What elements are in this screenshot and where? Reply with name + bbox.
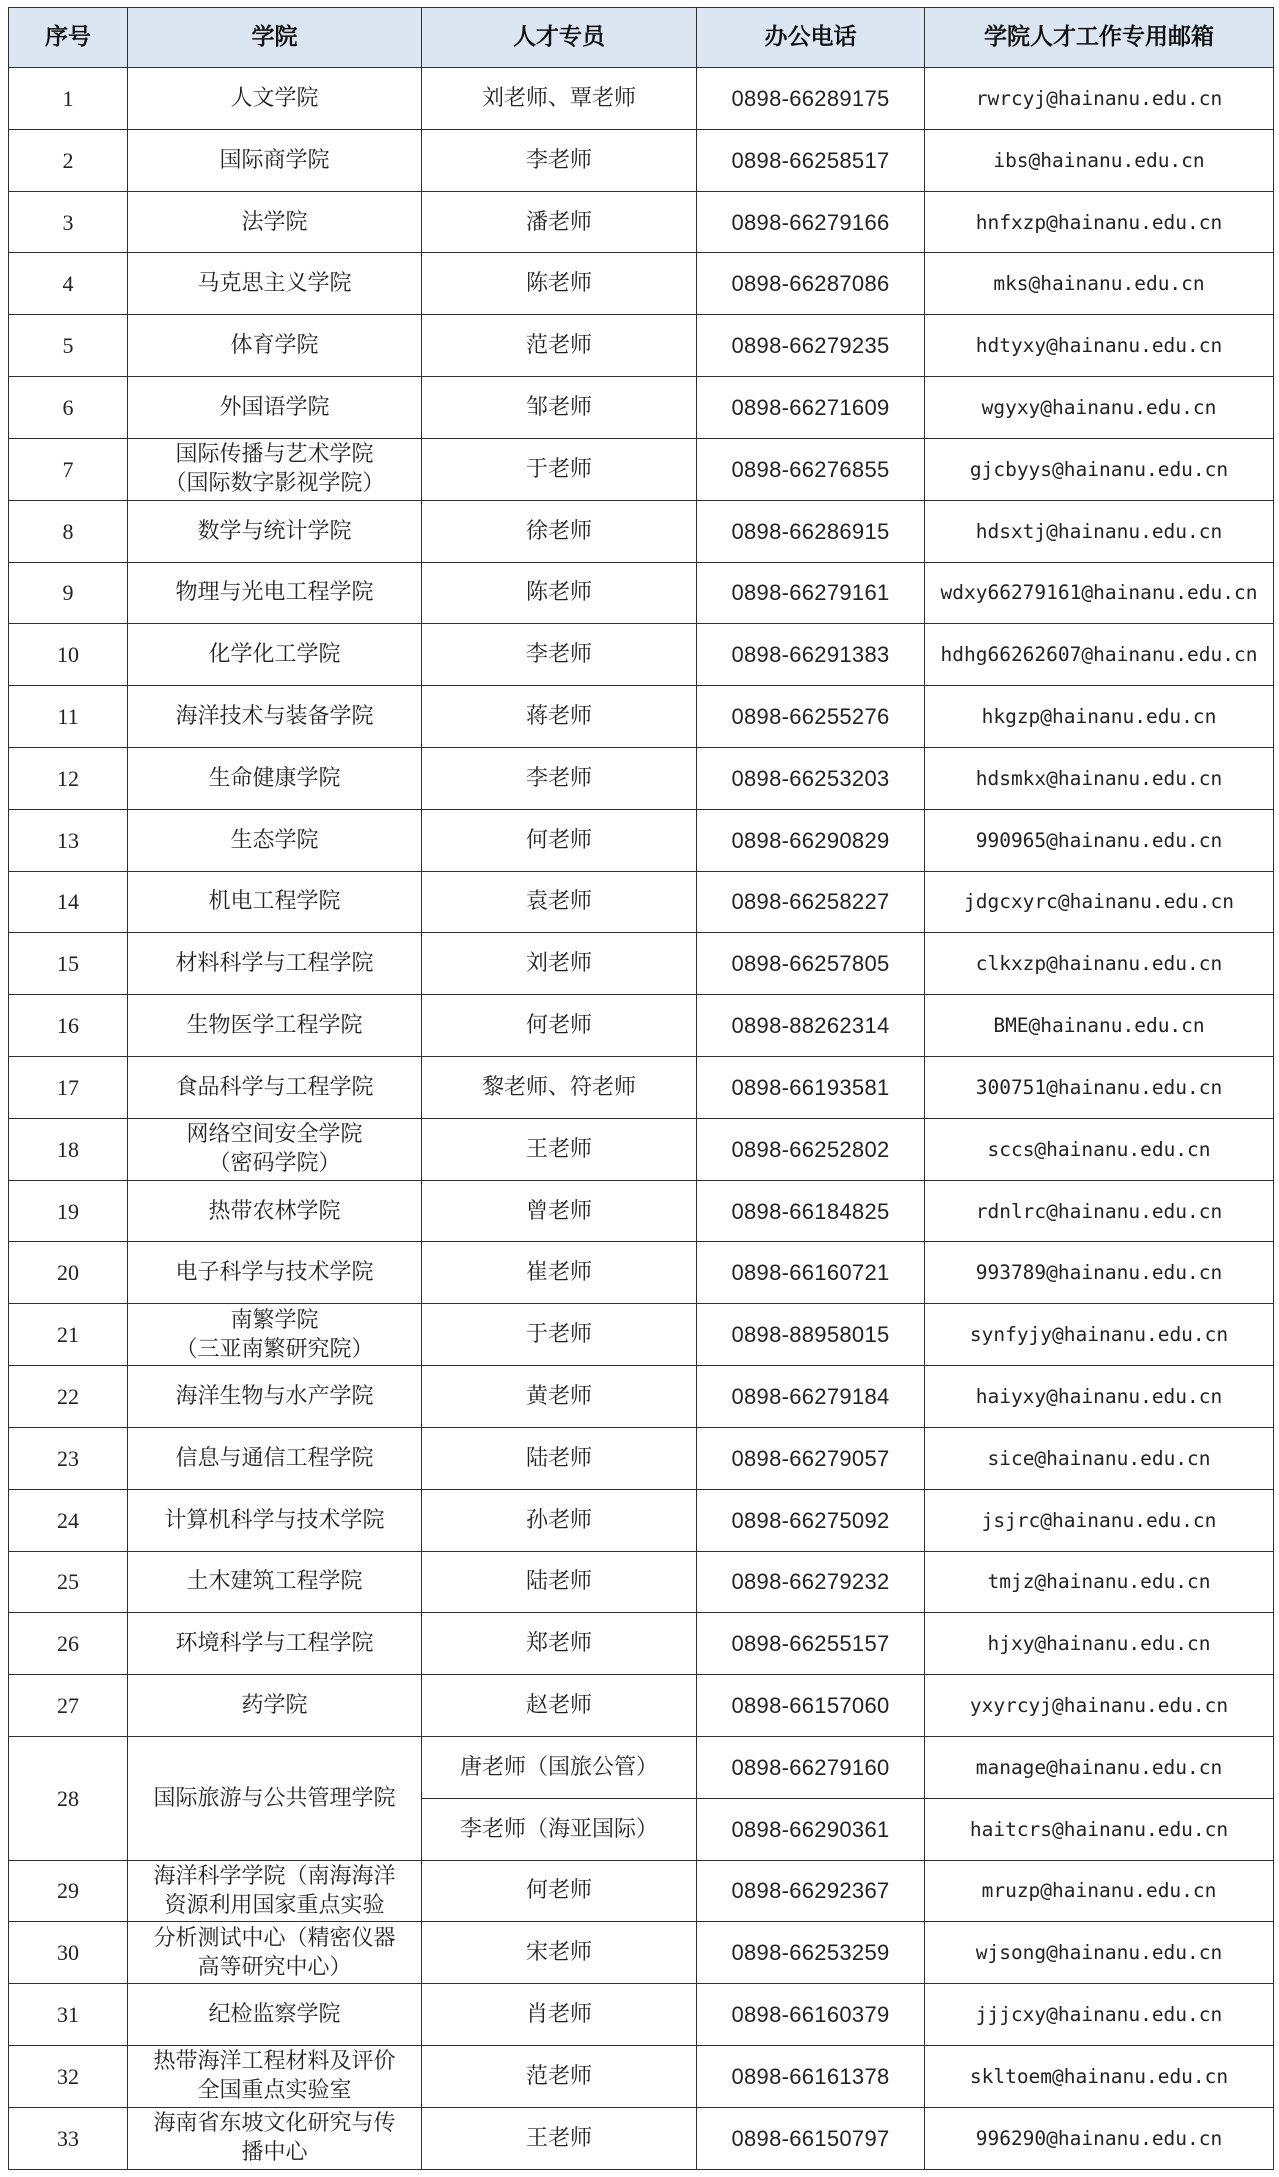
- college-name: [128, 500, 422, 562]
- office-phone: 0898-66150797: [697, 2107, 925, 2169]
- header-seq: 序号: [9, 8, 128, 68]
- talent-email: haiyxy@hainanu.edu.cn: [925, 1366, 1274, 1428]
- college-name-line: 数学与统计学院: [197, 518, 352, 544]
- table-row: [9, 562, 1274, 624]
- college-name: [128, 2046, 422, 2108]
- office-phone: 0898-66287086: [697, 253, 925, 315]
- office-phone: 0898-66160379: [697, 1984, 925, 2046]
- talent-staff: 范老师: [422, 315, 697, 377]
- table-row: [9, 253, 1274, 315]
- talent-staff: 陈老师: [422, 562, 697, 624]
- college-name-line: 食品科学与工程学院: [175, 1074, 374, 1100]
- college-name: [128, 1613, 422, 1675]
- table-row: [9, 1860, 1274, 1922]
- college-name-line: 物理与光电工程学院: [175, 580, 374, 606]
- row-number: 19: [9, 1180, 128, 1242]
- college-name: [128, 1242, 422, 1304]
- talent-staff: 郑老师: [422, 1613, 697, 1675]
- table-row: [9, 1118, 1274, 1180]
- college-name-line: 资源利用国家重点实验: [164, 1892, 385, 1918]
- row-number: 25: [9, 1551, 128, 1613]
- college-name: [128, 253, 422, 315]
- talent-email: jjjcxy@hainanu.edu.cn: [925, 1984, 1274, 2046]
- talent-email: hkgzp@hainanu.edu.cn: [925, 686, 1274, 748]
- college-name-line: 马克思主义学院: [197, 271, 352, 297]
- row-number: 6: [9, 377, 128, 439]
- office-phone: 0898-88262314: [697, 995, 925, 1057]
- college-name: [128, 191, 422, 253]
- talent-staff: 崔老师: [422, 1242, 697, 1304]
- table-row: [9, 1613, 1274, 1675]
- header-phone: 办公电话: [697, 8, 925, 68]
- row-number: 22: [9, 1366, 128, 1428]
- talent-staff: 何老师: [422, 1860, 697, 1922]
- row-number: 33: [9, 2107, 128, 2169]
- row-number: 13: [9, 809, 128, 871]
- college-name: [128, 1551, 422, 1613]
- table-row: [9, 1057, 1274, 1119]
- table-header: [9, 8, 1274, 68]
- row-number: 7: [9, 438, 128, 500]
- office-phone: 0898-66253259: [697, 1922, 925, 1984]
- row-number: 12: [9, 747, 128, 809]
- college-name: [128, 1057, 422, 1119]
- talent-email: tmjz@hainanu.edu.cn: [925, 1551, 1274, 1613]
- table-row: [9, 1551, 1274, 1613]
- talent-email: yxyrcyj@hainanu.edu.cn: [925, 1675, 1274, 1737]
- talent-email: 996290@hainanu.edu.cn: [925, 2107, 1274, 2169]
- table-row: [9, 315, 1274, 377]
- college-name-line: 化学化工学院: [208, 642, 341, 668]
- table-row: [9, 809, 1274, 871]
- talent-staff: 徐老师: [422, 500, 697, 562]
- table-row: [9, 2046, 1274, 2108]
- talent-email: BME@hainanu.edu.cn: [925, 995, 1274, 1057]
- row-number: 30: [9, 1922, 128, 1984]
- table-row: [9, 129, 1274, 191]
- college-name: [128, 1736, 422, 1860]
- row-number: 1: [9, 68, 128, 130]
- table-row: [9, 500, 1274, 562]
- row-number: 32: [9, 2046, 128, 2108]
- row-number: 3: [9, 191, 128, 253]
- college-name-line: 信息与通信工程学院: [175, 1445, 374, 1471]
- row-number: 23: [9, 1427, 128, 1489]
- talent-email: ibs@hainanu.edu.cn: [925, 129, 1274, 191]
- college-name-line: 外国语学院: [219, 394, 330, 420]
- office-phone: 0898-66253203: [697, 747, 925, 809]
- talent-email: gjcbyys@hainanu.edu.cn: [925, 438, 1274, 500]
- college-name-line: 生物医学工程学院: [186, 1013, 363, 1039]
- talent-staff: 袁老师: [422, 871, 697, 933]
- office-phone: 0898-66275092: [697, 1489, 925, 1551]
- office-phone: 0898-66160721: [697, 1242, 925, 1304]
- talent-staff: 刘老师、覃老师: [422, 68, 697, 130]
- talent-staff: 陆老师: [422, 1427, 697, 1489]
- college-name-line: 体育学院: [230, 333, 319, 359]
- row-number: 4: [9, 253, 128, 315]
- row-number: 29: [9, 1860, 128, 1922]
- college-name: [128, 1984, 422, 2046]
- row-number: 15: [9, 933, 128, 995]
- talent-staff: 于老师: [422, 1304, 697, 1366]
- college-name: [128, 1489, 422, 1551]
- table-row: [9, 191, 1274, 253]
- college-name-line: 法学院: [241, 209, 308, 235]
- row-number: 16: [9, 995, 128, 1057]
- office-phone: 0898-66289175: [697, 68, 925, 130]
- row-number: 8: [9, 500, 128, 562]
- talent-staff: 李老师: [422, 129, 697, 191]
- talent-email: wjsong@hainanu.edu.cn: [925, 1922, 1274, 1984]
- talent-contact-table: [8, 7, 1274, 2170]
- college-name-line: 海洋技术与装备学院: [175, 704, 374, 730]
- row-number: 10: [9, 624, 128, 686]
- office-phone: 0898-66184825: [697, 1180, 925, 1242]
- table-row: [9, 1304, 1274, 1366]
- row-number: 2: [9, 129, 128, 191]
- talent-staff: 何老师: [422, 809, 697, 871]
- talent-email: hdsxtj@hainanu.edu.cn: [925, 500, 1274, 562]
- college-name: [128, 995, 422, 1057]
- row-number: 18: [9, 1118, 128, 1180]
- table-row: [9, 2107, 1274, 2169]
- talent-email: hjxy@hainanu.edu.cn: [925, 1613, 1274, 1675]
- talent-staff: 李老师（海亚国际）: [422, 1798, 697, 1860]
- talent-staff: 曾老师: [422, 1180, 697, 1242]
- talent-email: 990965@hainanu.edu.cn: [925, 809, 1274, 871]
- college-name-line: 海南省东坡文化研究与传: [153, 2111, 396, 2137]
- talent-email: hnfxzp@hainanu.edu.cn: [925, 191, 1274, 253]
- talent-staff: 范老师: [422, 2046, 697, 2108]
- talent-email: 300751@hainanu.edu.cn: [925, 1057, 1274, 1119]
- talent-staff: 邹老师: [422, 377, 697, 439]
- office-phone: 0898-66161378: [697, 2046, 925, 2108]
- table-row: [9, 686, 1274, 748]
- college-name-line: 国际旅游与公共管理学院: [153, 1785, 396, 1811]
- talent-staff: 陈老师: [422, 253, 697, 315]
- table-row: [9, 1366, 1274, 1428]
- college-name-line: 全国重点实验室: [197, 2078, 352, 2104]
- office-phone: 0898-66279161: [697, 562, 925, 624]
- college-name-line: 播中心: [241, 2140, 308, 2166]
- office-phone: 0898-66290829: [697, 809, 925, 871]
- office-phone: 0898-66258517: [697, 129, 925, 191]
- college-name: [128, 747, 422, 809]
- talent-email: clkxzp@hainanu.edu.cn: [925, 933, 1274, 995]
- office-phone: 0898-66257805: [697, 933, 925, 995]
- talent-staff: 肖老师: [422, 1984, 697, 2046]
- header-email: 学院人才工作专用邮箱: [925, 8, 1274, 68]
- college-name-line: 海洋科学学院（南海海洋: [153, 1863, 396, 1889]
- office-phone: 0898-66279166: [697, 191, 925, 253]
- college-name-line: 国际传播与艺术学院: [175, 442, 374, 468]
- table-row: [9, 933, 1274, 995]
- college-name: [128, 562, 422, 624]
- table-row: [9, 1489, 1274, 1551]
- row-number: 31: [9, 1984, 128, 2046]
- header-college: 学院: [128, 8, 422, 68]
- college-name-line: （密码学院）: [208, 1151, 341, 1177]
- talent-email: jdgcxyrc@hainanu.edu.cn: [925, 871, 1274, 933]
- college-name-line: 电子科学与技术学院: [175, 1260, 374, 1286]
- talent-staff: 宋老师: [422, 1922, 697, 1984]
- office-phone: 0898-66276855: [697, 438, 925, 500]
- college-name-line: 生命健康学院: [208, 765, 341, 791]
- talent-email: manage@hainanu.edu.cn: [925, 1736, 1274, 1798]
- table-body: [9, 68, 1274, 2170]
- college-name-line: 纪检监察学院: [208, 2002, 341, 2028]
- talent-email: synfyjy@hainanu.edu.cn: [925, 1304, 1274, 1366]
- table-row: [9, 747, 1274, 809]
- college-name: [128, 1427, 422, 1489]
- talent-staff: 潘老师: [422, 191, 697, 253]
- table-row: [9, 1736, 1274, 1798]
- talent-staff: 刘老师: [422, 933, 697, 995]
- college-name-line: 环境科学与工程学院: [175, 1631, 374, 1657]
- table-row: [9, 377, 1274, 439]
- college-name-line: （国际数字影视学院）: [164, 471, 385, 497]
- talent-staff: 王老师: [422, 2107, 697, 2169]
- college-name-line: 机电工程学院: [208, 889, 341, 915]
- talent-email: rdnlrc@hainanu.edu.cn: [925, 1180, 1274, 1242]
- office-phone: 0898-88958015: [697, 1304, 925, 1366]
- talent-email: wgyxy@hainanu.edu.cn: [925, 377, 1274, 439]
- office-phone: 0898-66279235: [697, 315, 925, 377]
- talent-email: sccs@hainanu.edu.cn: [925, 1118, 1274, 1180]
- talent-email: haitcrs@hainanu.edu.cn: [925, 1798, 1274, 1860]
- talent-staff: 孙老师: [422, 1489, 697, 1551]
- table-row: [9, 1242, 1274, 1304]
- table-row: [9, 1180, 1274, 1242]
- row-number: 5: [9, 315, 128, 377]
- row-number: 11: [9, 686, 128, 748]
- row-number: 27: [9, 1675, 128, 1737]
- college-name-line: 分析测试中心（精密仪器: [153, 1925, 396, 1951]
- college-name-line: 药学院: [241, 1693, 308, 1719]
- talent-staff: 王老师: [422, 1118, 697, 1180]
- row-number: 14: [9, 871, 128, 933]
- college-name-line: 材料科学与工程学院: [175, 951, 374, 977]
- college-name: [128, 624, 422, 686]
- college-name: [128, 1860, 422, 1922]
- row-number: 28: [9, 1736, 128, 1860]
- talent-staff: 李老师: [422, 624, 697, 686]
- college-name: [128, 377, 422, 439]
- row-number: 26: [9, 1613, 128, 1675]
- talent-staff: 黄老师: [422, 1366, 697, 1428]
- talent-staff: 李老师: [422, 747, 697, 809]
- row-number: 20: [9, 1242, 128, 1304]
- talent-email: wdxy66279161@hainanu.edu.cn: [925, 562, 1274, 624]
- talent-email: skltoem@hainanu.edu.cn: [925, 2046, 1274, 2108]
- college-name: [128, 438, 422, 500]
- college-name-line: 热带海洋工程材料及评价: [153, 2049, 396, 2075]
- office-phone: 0898-66292367: [697, 1860, 925, 1922]
- table-row: [9, 871, 1274, 933]
- college-name: [128, 1675, 422, 1737]
- college-name: [128, 315, 422, 377]
- office-phone: 0898-66279232: [697, 1551, 925, 1613]
- college-name: [128, 1118, 422, 1180]
- talent-staff: 陆老师: [422, 1551, 697, 1613]
- college-name: [128, 809, 422, 871]
- talent-staff: 赵老师: [422, 1675, 697, 1737]
- talent-email: 993789@hainanu.edu.cn: [925, 1242, 1274, 1304]
- college-name-line: 热带农林学院: [208, 1198, 341, 1224]
- header-row: [9, 8, 1274, 68]
- college-name: [128, 68, 422, 130]
- college-name: [128, 1366, 422, 1428]
- talent-email: mruzp@hainanu.edu.cn: [925, 1860, 1274, 1922]
- table-row: [9, 68, 1274, 130]
- office-phone: 0898-66193581: [697, 1057, 925, 1119]
- table-row: [9, 1922, 1274, 1984]
- office-phone: 0898-66252802: [697, 1118, 925, 1180]
- office-phone: 0898-66258227: [697, 871, 925, 933]
- college-name-line: 人文学院: [230, 85, 319, 111]
- office-phone: 0898-66279160: [697, 1736, 925, 1798]
- table-row: [9, 995, 1274, 1057]
- row-number: 17: [9, 1057, 128, 1119]
- row-number: 21: [9, 1304, 128, 1366]
- table-row: [9, 1675, 1274, 1737]
- college-name: [128, 1304, 422, 1366]
- office-phone: 0898-66255157: [697, 1613, 925, 1675]
- talent-email: hdsmkx@hainanu.edu.cn: [925, 747, 1274, 809]
- college-name: [128, 871, 422, 933]
- college-name: [128, 129, 422, 191]
- college-name-line: 国际商学院: [219, 147, 330, 173]
- college-name-line: 计算机科学与技术学院: [164, 1507, 385, 1533]
- talent-staff: 蒋老师: [422, 686, 697, 748]
- talent-email: rwrcyj@hainanu.edu.cn: [925, 68, 1274, 130]
- table-row: [9, 1984, 1274, 2046]
- table-row: [9, 624, 1274, 686]
- talent-staff: 黎老师、符老师: [422, 1057, 697, 1119]
- row-number: 9: [9, 562, 128, 624]
- office-phone: 0898-66279184: [697, 1366, 925, 1428]
- office-phone: 0898-66255276: [697, 686, 925, 748]
- college-name-line: 土木建筑工程学院: [186, 1569, 363, 1595]
- college-name: [128, 933, 422, 995]
- college-name: [128, 686, 422, 748]
- talent-staff: 唐老师（国旅公管）: [422, 1736, 697, 1798]
- header-staff: 人才专员: [422, 8, 697, 68]
- office-phone: 0898-66291383: [697, 624, 925, 686]
- talent-email: sice@hainanu.edu.cn: [925, 1427, 1274, 1489]
- table-row: [9, 1427, 1274, 1489]
- row-number: 24: [9, 1489, 128, 1551]
- talent-email: hdtyxy@hainanu.edu.cn: [925, 315, 1274, 377]
- talent-email: jsjrc@hainanu.edu.cn: [925, 1489, 1274, 1551]
- table-row: [9, 438, 1274, 500]
- talent-staff: 于老师: [422, 438, 697, 500]
- college-name-line: （三亚南繁研究院）: [175, 1336, 374, 1362]
- office-phone: 0898-66286915: [697, 500, 925, 562]
- office-phone: 0898-66290361: [697, 1798, 925, 1860]
- college-name: [128, 2107, 422, 2169]
- college-name-line: 网络空间安全学院: [186, 1122, 363, 1148]
- college-name-line: 生态学院: [230, 827, 319, 853]
- college-name: [128, 1922, 422, 1984]
- office-phone: 0898-66157060: [697, 1675, 925, 1737]
- college-name-line: 南繁学院: [230, 1307, 319, 1333]
- office-phone: 0898-66279057: [697, 1427, 925, 1489]
- talent-email: hdhg66262607@hainanu.edu.cn: [925, 624, 1274, 686]
- college-name-line: 高等研究中心）: [197, 1954, 352, 1980]
- talent-email: mks@hainanu.edu.cn: [925, 253, 1274, 315]
- college-name: [128, 1180, 422, 1242]
- talent-staff: 何老师: [422, 995, 697, 1057]
- college-name-line: 海洋生物与水产学院: [175, 1383, 374, 1409]
- office-phone: 0898-66271609: [697, 377, 925, 439]
